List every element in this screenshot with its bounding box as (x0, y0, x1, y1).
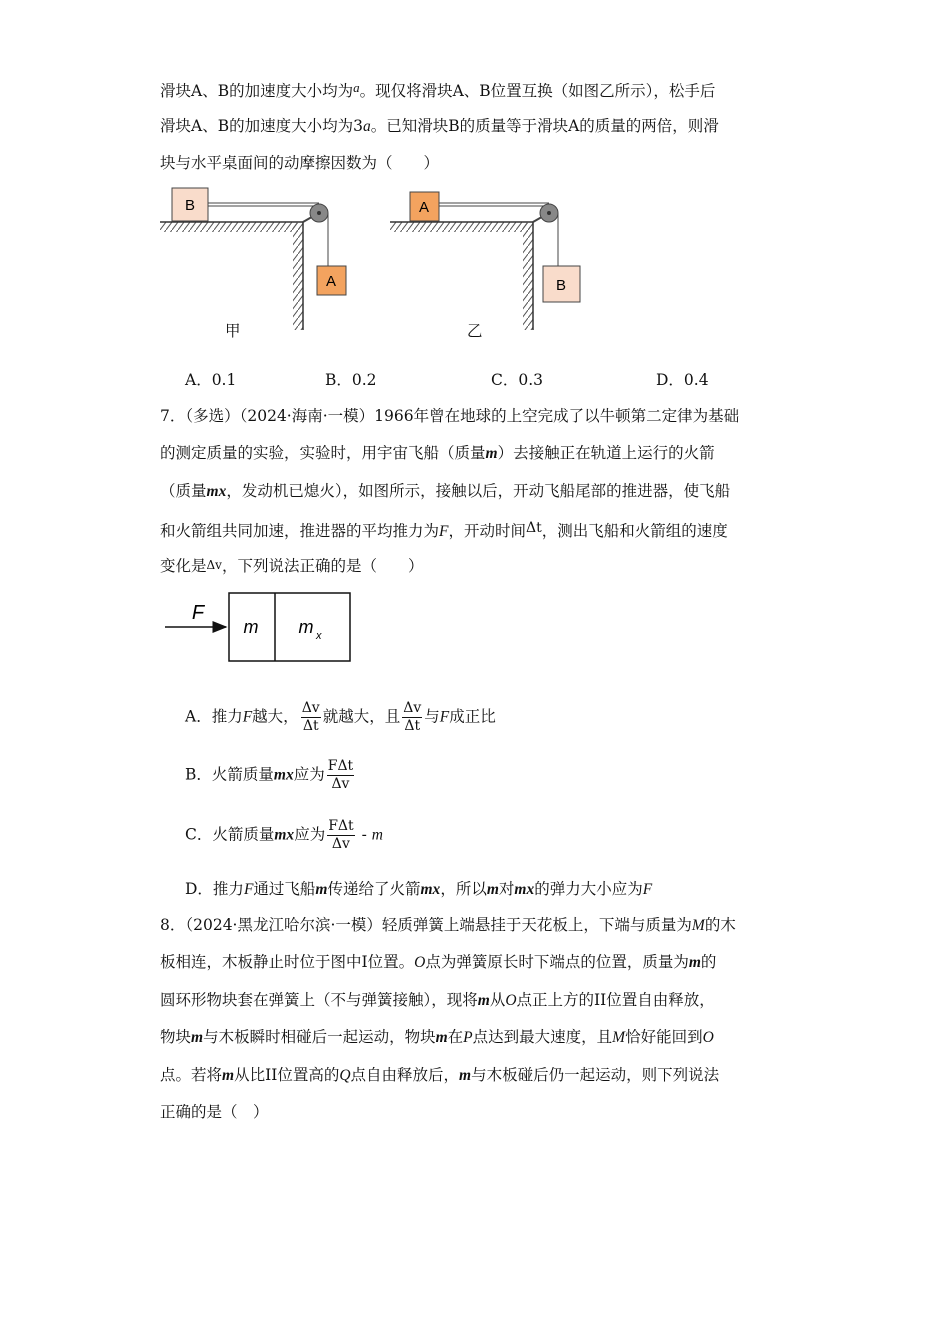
opt-text: 就越大，且 (322, 707, 401, 726)
var-big-m: M (612, 1029, 626, 1046)
opt-text: C．火箭质量 (185, 825, 275, 844)
fraction-dv-dt (402, 700, 422, 735)
q6-option-a[interactable]: A．0.1 (185, 371, 237, 389)
q7-line-4 (160, 518, 728, 542)
q8-line-1-text: 8．（2024·黑龙江哈尔滨·一模）轻质弹簧上端悬挂于天花板上，下端与质量为 (160, 916, 692, 934)
q7-option-d[interactable] (185, 879, 652, 900)
var-m: m (191, 1029, 204, 1046)
q7-line-5-suffix: ，下列说法正确的是（ ） (221, 557, 424, 575)
var-m: m (485, 445, 498, 462)
var-mx: mx (273, 766, 294, 784)
q8-line-5-text: 从比II位置高的 (234, 1066, 340, 1084)
q7-line-2 (160, 443, 715, 464)
q8-line-3-mid: 从 (489, 991, 506, 1009)
q6-line-2 (160, 116, 719, 137)
minus-sign: - (361, 825, 367, 844)
q8-line-4-text: 物块 (160, 1028, 192, 1046)
opt-text: 与 (424, 707, 440, 726)
var-m: m (371, 826, 383, 844)
var-o: O (505, 992, 517, 1009)
var-m: m (477, 992, 490, 1009)
fraction-denominator: Δv (331, 836, 350, 852)
opt-text: ，所以 (440, 880, 487, 898)
table-top-hatch (390, 222, 530, 232)
q6-option-c[interactable]: C．0.3 (491, 371, 544, 389)
q7-figure (160, 588, 360, 668)
opt-text: 的弹力大小应为 (534, 880, 643, 898)
var-m: m (486, 881, 499, 898)
var-dv: Δv (206, 558, 222, 572)
q8-line-1 (160, 915, 736, 936)
block-b-label: B (184, 197, 196, 214)
opt-text: 传递给了火箭 (327, 880, 421, 898)
var-a: a (353, 80, 360, 95)
pulley-axle (317, 211, 321, 215)
q6-line-2-suffix: 。已知滑块B的质量等于滑块A的质量的两倍，则滑 (370, 117, 719, 135)
q7-line-1: 7．（多选）（2024·海南·一模）1966年曾在地球的上空完成了以牛顿第二定律为基础 (160, 407, 740, 425)
var-f: F (642, 881, 653, 898)
q8-line-2-suffix: 的 (700, 953, 717, 971)
table-top-hatch (160, 222, 300, 232)
opt-text: 成正比 (449, 707, 496, 726)
caption-jia: 甲 (225, 322, 241, 340)
var-mx: mx (206, 483, 227, 500)
q8-line-5-text: 点自由释放后， (350, 1066, 460, 1084)
fraction-dv-dt (301, 700, 321, 735)
q7-line-5-text: 变化是 (160, 557, 207, 575)
var-m: m (459, 1067, 472, 1084)
fraction-denominator: Δt (302, 718, 319, 734)
var-m: m (688, 954, 701, 971)
q6-line-3: 块与水平桌面间的动摩擦因数为（ ） (160, 154, 440, 172)
q8-line-4-text: 在 (447, 1028, 464, 1046)
q7-line-3 (160, 481, 730, 502)
var-dt: Δt (526, 520, 542, 536)
block-a-label: A (418, 199, 430, 216)
var-f: F (439, 708, 450, 726)
force-label: F (191, 602, 205, 624)
q6-line-2-text: 滑块A、B的加速度大小均为3 (160, 117, 363, 135)
var-mx: mx (420, 881, 441, 898)
var-m: m (315, 881, 328, 898)
fraction-denominator: Δv (331, 776, 350, 792)
fraction-denominator: Δt (404, 718, 421, 734)
q6-figure-jia (160, 182, 350, 342)
q7-line-4-suffix: ，测出飞船和火箭组的速度 (541, 522, 728, 540)
q7-line-2-text: 的测定质量的实验，实验时，用宇宙飞船（质量 (160, 444, 486, 462)
var-a: a (362, 118, 371, 135)
var-m: m (435, 1029, 448, 1046)
q7-line-3-text: （质量 (160, 482, 207, 500)
var-f: F (242, 708, 253, 726)
q7-option-b[interactable] (185, 758, 356, 793)
table-side-hatch (293, 222, 303, 330)
var-mx: mx (274, 826, 295, 844)
fraction-fdt-dv (327, 818, 354, 853)
q6-figure-yi (390, 182, 590, 342)
q7-line-3-suffix: ，发动机已熄火），如图所示，接触以后，开动飞船尾部的推进器，使飞船 (226, 482, 731, 500)
q6-line-1 (160, 78, 715, 101)
q6-line-1-text: 滑块A、B的加速度大小均为 (160, 82, 354, 100)
q6-line-1-suffix: 。现仅将滑块A、B位置互换（如图乙所示），松手后 (359, 82, 716, 100)
q8-line-4-text: 与木板瞬时相碰后一起运动，物块 (203, 1028, 436, 1046)
block-b-label: B (555, 277, 567, 294)
q6-option-d[interactable]: D．0.4 (656, 371, 709, 389)
var-f: F (439, 523, 449, 540)
var-f: F (243, 881, 254, 898)
var-mx: mx (514, 881, 535, 898)
q6-option-b[interactable]: B．0.2 (325, 371, 377, 389)
table-side-hatch (523, 222, 533, 330)
var-big-m: M (691, 917, 705, 934)
q8-line-6: 正确的是（ ） (160, 1103, 269, 1121)
q8-line-2-text: 板相连，木板静止时位于图中I位置。 (160, 953, 415, 971)
q8-line-3-text: 圆环形物块套在弹簧上（不与弹簧接触），现将 (160, 991, 478, 1009)
var-m: m (222, 1067, 235, 1084)
opt-text: 对 (498, 880, 515, 898)
fraction-numerator: Δv (301, 700, 320, 716)
q8-line-4 (160, 1027, 714, 1048)
q7-line-2-suffix: ）去接触正在轨道上运行的火箭 (497, 444, 715, 462)
var-q: Q (339, 1067, 351, 1084)
q8-line-1-suffix: 的木 (704, 916, 736, 934)
caption-yi: 乙 (467, 322, 483, 340)
var-o: O (702, 1029, 714, 1046)
block-a-label: A (325, 273, 337, 290)
opt-text: 通过飞船 (253, 880, 316, 898)
q7-line-5 (160, 555, 423, 576)
q7-option-c[interactable] (185, 818, 383, 853)
q7-line-4-mid: ，开动时间 (448, 522, 526, 540)
q8-line-4-text: 点达到最大速度，且 (472, 1028, 613, 1046)
q8-line-3 (160, 990, 715, 1011)
q8-line-5-text: 点。若将 (160, 1066, 223, 1084)
q8-line-2-mid: 点为弹簧原长时下端点的位置，质量为 (425, 953, 689, 971)
q8-line-4-text: 恰好能回到 (625, 1028, 703, 1046)
opt-text: 越大， (252, 707, 299, 726)
q8-line-5 (160, 1065, 719, 1086)
q8-line-5-text: 与木板碰后仍一起运动，则下列说法 (471, 1066, 720, 1084)
q8-line-3-suffix: 点正上方的II位置自由释放， (516, 991, 715, 1009)
fraction-numerator: FΔt (328, 818, 354, 834)
rocket-label: m (298, 617, 314, 637)
q7-line-4-text: 和火箭组共同加速，推进器的平均推力为 (160, 522, 440, 540)
opt-text: 应为 (293, 765, 325, 784)
var-p: P (463, 1029, 473, 1046)
q8-line-2 (160, 952, 716, 973)
fraction-numerator: FΔt (327, 758, 354, 774)
opt-text: 应为 (294, 825, 326, 844)
ship-label: m (243, 617, 259, 637)
fraction-fdt-dv (327, 758, 354, 793)
opt-text: A．推力 (185, 707, 243, 726)
fraction-numerator: Δv (403, 700, 422, 716)
pulley-axle (547, 211, 551, 215)
rocket-label-subscript: x (316, 630, 322, 642)
opt-text: D．推力 (185, 880, 244, 898)
var-o: O (414, 954, 426, 971)
q7-option-a[interactable] (185, 700, 496, 735)
opt-text: B．火箭质量 (185, 765, 274, 784)
